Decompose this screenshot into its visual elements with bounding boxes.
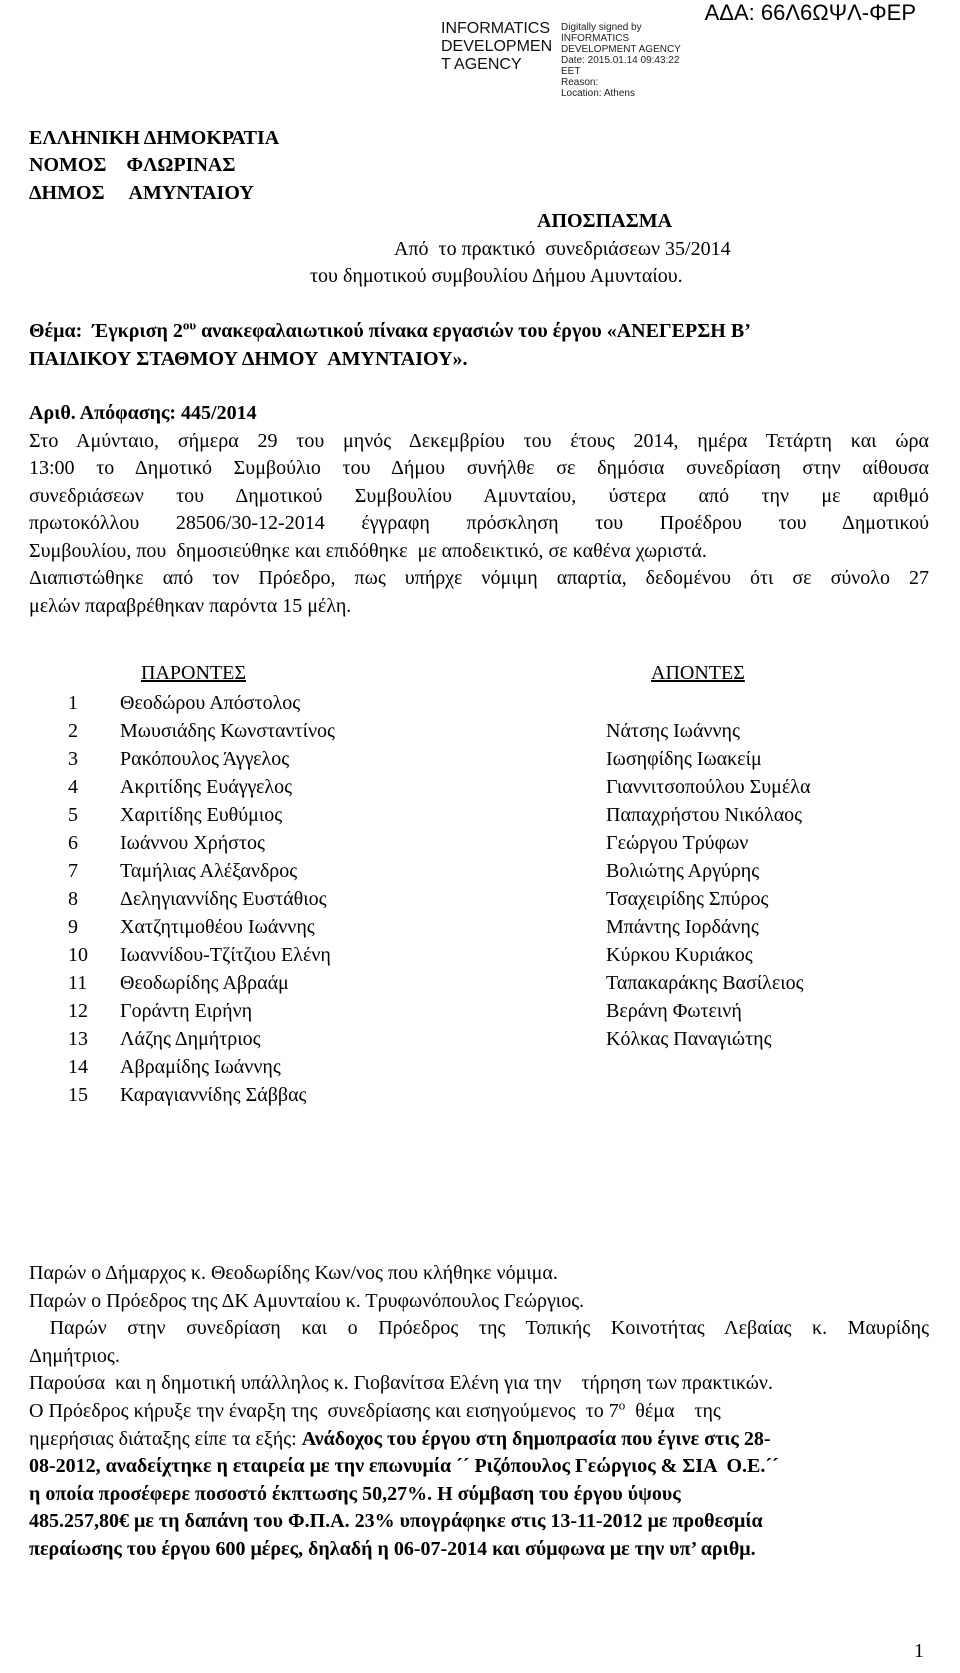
present-row — [68, 914, 428, 942]
signature-org-line: DEVELOPMEN — [441, 38, 553, 55]
header-line-prefecture: ΝΟΜΟΣ ΦΛΩΡΙΝΑΣ — [29, 154, 236, 176]
present-list — [68, 690, 428, 1110]
present-row — [68, 690, 428, 718]
present-number: 6 — [68, 832, 78, 854]
present-name: Ταμήλιας Αλέξανδρος — [120, 860, 298, 882]
present-name: Μωυσιάδης Κωνσταντίνος — [120, 720, 335, 742]
note-dk-president: Παρών ο Πρόεδρος της ΔΚ Αμυνταίου κ. Τρυφωνόπουλος Γεώργιος. — [29, 1290, 585, 1312]
absent-name: Τσαχειρίδης Σπύρος — [606, 888, 769, 910]
decision-text-line: Συμβουλίου, που δημοσιεύθηκε και επιδόθηκε με αποδεικτικό, σε καθένα χωριστά. — [29, 540, 707, 562]
present-name: Ρακόπουλος Άγγελος — [120, 748, 290, 770]
absent-list — [606, 718, 936, 1054]
subject-line-1 — [29, 318, 751, 344]
intro-sup: ο — [618, 1397, 626, 1413]
present-row — [68, 774, 428, 802]
bold-paragraph-line: περαίωσης του έργου 600 μέρες, δηλαδή η 06-07-2014 και σύμφωνα με την υπ’ αριθμ. — [29, 1538, 756, 1560]
present-row — [68, 970, 428, 998]
decision-text-line: Διαπιστώθηκε από τον Πρόεδρο, πως υπήρχε νόμιμη απαρτία, δεδομένου ότι σε σύνολο 27 — [29, 567, 929, 589]
absent-heading: ΑΠΟΝΤΕΣ — [651, 662, 745, 684]
signature-details — [561, 22, 681, 99]
signature-detail-line: Reason: — [561, 77, 599, 88]
signature-org-line: T AGENCY — [441, 56, 522, 73]
present-name: Ακριτίδης Ευάγγελος — [120, 776, 293, 798]
present-number: 2 — [68, 720, 78, 742]
intro-line — [29, 1398, 721, 1424]
note-local-president: Παρών στην συνεδρίαση και ο Πρόεδρος της Τοπικής Κοινοτήτας Λεβαίας κ. Μαυρίδης — [29, 1317, 929, 1339]
present-number: 5 — [68, 804, 78, 826]
bold-paragraph-line: 08-2012, αναδείχτηκε η εταιρεία με την επωνυμία ´´ Ριζόπουλος Γεώργιος & ΣΙΑ Ο.Ε.´´ — [29, 1455, 779, 1477]
present-name: Ιωαννίδου-Τζίτζιου Ελένη — [120, 944, 331, 966]
present-name: Καραγιαννίδης Σάββας — [120, 1084, 307, 1106]
signature-detail-line: Location: Athens — [561, 88, 635, 99]
absent-name: Βεράνη Φωτεινή — [606, 1000, 742, 1022]
page-number: 1 — [914, 1640, 924, 1662]
signature-detail-line: DEVELOPMENT AGENCY — [561, 44, 681, 55]
present-name: Γοράντη Ειρήνη — [120, 1000, 253, 1022]
ada-code: ΑΔΑ: 66Λ6ΩΨΛ-ΦΕΡ — [704, 0, 916, 25]
absent-name: Γιαννιτσοπούλου Συμέλα — [606, 776, 811, 798]
header-line-republic: ΕΛΛΗΝΙΚΗ ΔΗΜΟΚΡΑΤΙΑ — [29, 127, 280, 149]
present-row — [68, 1054, 428, 1082]
absent-name: Νάτσης Ιωάννης — [606, 720, 740, 742]
extract-title: ΑΠΟΣΠΑΣΜΑ — [537, 210, 673, 232]
decision-text-line: μελών παραβρέθηκαν παρόντα 15 μέλη. — [29, 595, 352, 617]
note-local-president-cont: Δημήτριος. — [29, 1345, 120, 1367]
absent-name: Μπάντης Ιορδάνης — [606, 916, 759, 938]
bold-paragraph-line: η οποία προσέφερε ποσοστό έκπτωσης 50,27%. Η σύμβαση του έργου ύψους — [29, 1483, 681, 1505]
decision-text-line: 13:00 το Δημοτικό Συμβούλιο του Δήμου συνήλθε σε δημόσια συνεδρίαση στην αίθουσα — [29, 457, 929, 479]
present-row — [68, 886, 428, 914]
intro-line-2 — [29, 1426, 771, 1452]
present-name: Θεοδωρίδης Αβραάμ — [120, 972, 289, 994]
present-number: 9 — [68, 916, 78, 938]
signature-detail-line: Date: 2015.01.14 09:43:22 — [561, 55, 680, 66]
present-number: 10 — [68, 944, 88, 966]
present-row — [68, 858, 428, 886]
decision-text-line: συνεδριάσεων του Δημοτικού Συμβουλίου Αμυνταίου, ύστερα από την με αριθμό — [29, 485, 929, 507]
decision-text-line: Στο Αμύνταιο, σήμερα 29 του μηνός Δεκεμβρίου του έτους 2014, ημέρα Τετάρτη και ώρα — [29, 430, 929, 452]
signature-detail-line: EET — [561, 66, 581, 77]
absent-name: Ιωσηφίδης Ιωακείμ — [606, 748, 762, 770]
note-mayor: Παρών ο Δήμαρχος κ. Θεοδωρίδης Κων/νος που κλήθηκε νόμιμα. — [29, 1262, 558, 1284]
present-number: 7 — [68, 860, 78, 882]
decision-number: Αριθ. Απόφασης: 445/2014 — [29, 402, 257, 424]
present-row — [68, 942, 428, 970]
header-line-municipality: ΔΗΜΟΣ ΑΜΥΝΤΑΙΟΥ — [29, 182, 254, 204]
signature-org — [441, 20, 552, 74]
present-row — [68, 746, 428, 774]
absent-name: Γεώργου Τρύφων — [606, 832, 749, 854]
present-row — [68, 802, 428, 830]
extract-line-2: του δημοτικού συμβουλίου Δήμου Αμυνταίου. — [310, 265, 683, 287]
present-name: Ιωάννου Χρήστος — [120, 832, 265, 854]
present-number: 3 — [68, 748, 78, 770]
present-name: Λάζης Δημήτριος — [120, 1028, 261, 1050]
extract-line-1: Από το πρακτικό συνεδριάσεων 35/2014 — [394, 238, 731, 260]
intro-plain: ημερήσιας διάταξης είπε τα εξής: — [29, 1428, 302, 1450]
subject-rest: ανακεφαλαιωτικού πίνακα εργασιών του έργου «ΑΝΕΓΕΡΣΗ Β’ — [196, 320, 751, 342]
note-employee: Παρούσα και η δημοτική υπάλληλος κ. Γιοβανίτσα Ελένη για την τήρηση των πρακτικών. — [29, 1372, 773, 1394]
present-row — [68, 1082, 428, 1110]
intro-text: Ο Πρόεδρος κήρυξε την έναρξη της συνεδρίασης και εισηγούμενος το 7 — [29, 1400, 619, 1422]
present-number: 11 — [68, 972, 88, 994]
present-number: 15 — [68, 1084, 88, 1106]
absent-name: Παπαχρήστου Νικόλαος — [606, 804, 803, 826]
decision-text-line: πρωτοκόλλου 28506/30-12-2014 έγγραφη πρόσκληση του Προέδρου του Δημοτικού — [29, 512, 929, 534]
present-number: 12 — [68, 1000, 88, 1022]
present-number: 4 — [68, 776, 78, 798]
present-name: Δεληγιαννίδης Ευστάθιος — [120, 888, 327, 910]
signature-org-line: INFORMATICS — [441, 20, 551, 37]
signature-detail-line: Digitally signed by — [561, 22, 642, 33]
subject-prefix: Θέμα: Έγκριση 2 — [29, 320, 183, 342]
subject-line-2: ΠΑΙΔΙΚΟΥ ΣΤΑΘΜΟΥ ΔΗΜΟΥ ΑΜΥΝΤΑΙΟΥ». — [29, 348, 468, 370]
present-heading: ΠΑΡΟΝΤΕΣ — [141, 662, 246, 684]
present-name: Θεοδώρου Απόστολος — [120, 692, 301, 714]
intro-bold: Ανάδοχος του έργου στη δημοπρασία που έγινε στις 28- — [301, 1428, 771, 1450]
present-row — [68, 998, 428, 1026]
absent-name: Κύρκου Κυριάκος — [606, 944, 753, 966]
absent-name: Ταπακαράκης Βασίλειος — [606, 972, 804, 994]
present-number: 8 — [68, 888, 78, 910]
present-name: Αβραμίδης Ιωάννης — [120, 1056, 281, 1078]
present-name: Χατζητιμοθέου Ιωάννης — [120, 916, 315, 938]
present-number: 1 — [68, 692, 78, 714]
present-number: 14 — [68, 1056, 88, 1078]
present-row — [68, 830, 428, 858]
absent-name: Κόλκας Παναγιώτης — [606, 1028, 772, 1050]
intro-text-end: θέμα της — [625, 1400, 721, 1422]
present-number: 13 — [68, 1028, 88, 1050]
signature-detail-line: INFORMATICS — [561, 33, 630, 44]
present-row — [68, 1026, 428, 1054]
present-name: Χαριτίδης Ευθύμιος — [120, 804, 283, 826]
bold-paragraph-line: 485.257,80€ με τη δαπάνη του Φ.Π.Α. 23% υπογράφηκε στις 13-11-2012 με προθεσμία — [29, 1510, 763, 1532]
subject-sup: ου — [182, 317, 197, 333]
present-row — [68, 718, 428, 746]
absent-name: Βολιώτης Αργύρης — [606, 860, 760, 882]
